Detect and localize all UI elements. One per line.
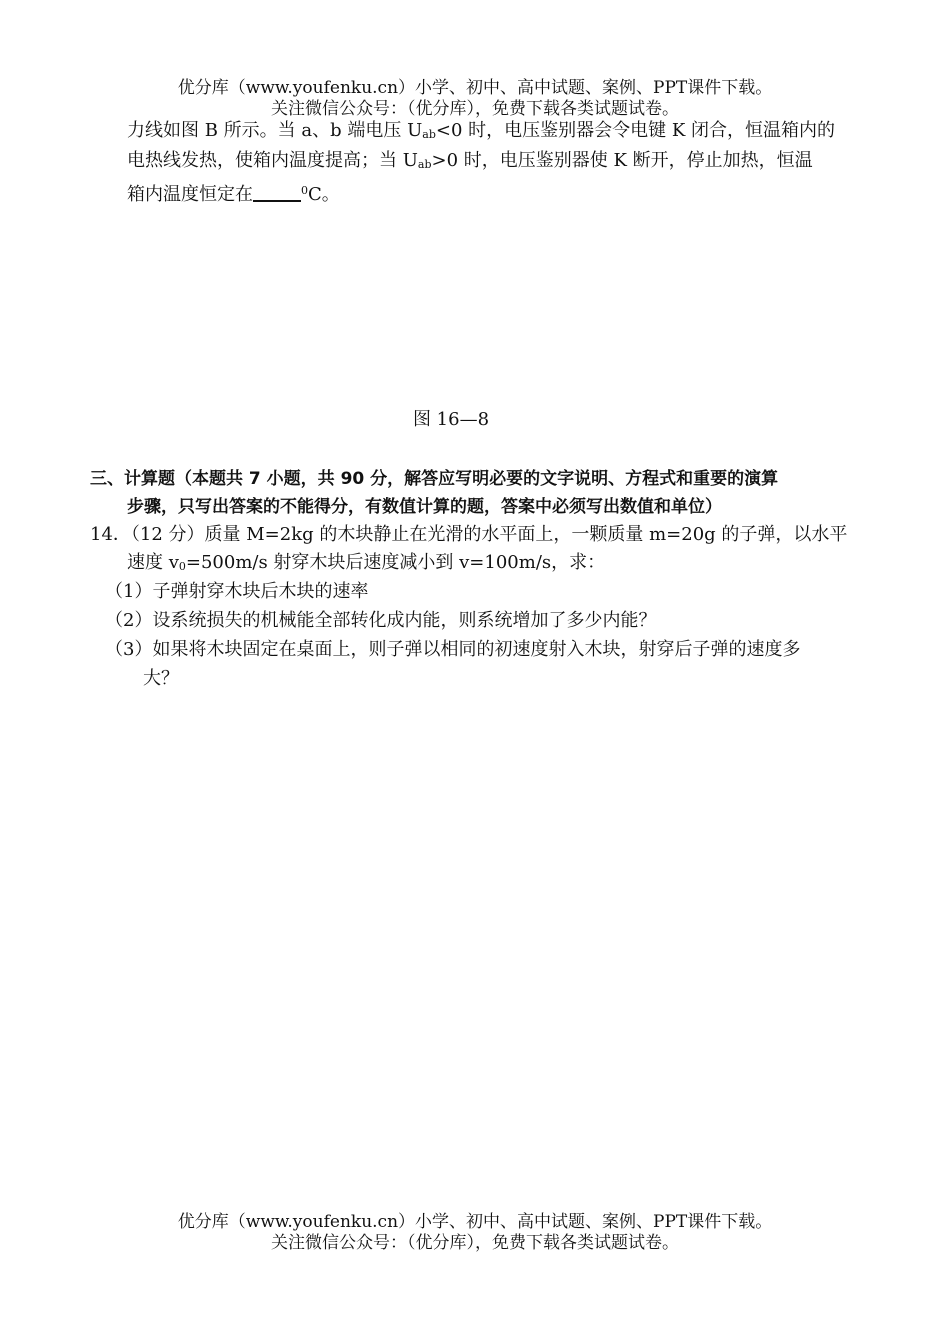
continuation-line-2 — [127, 146, 813, 180]
question-14-part3-line1: （3）如果将木块固定在桌面上，则子弹以相同的初速度射入木块，射穿后子弹的速度多 — [105, 639, 801, 660]
continuation-line-1 — [127, 116, 835, 150]
question-14-part1: （1）子弹射穿木块后木块的速率 — [105, 581, 369, 602]
section-heading-line1: 三、计算题（本题共 7 小题，共 90 分，解答应写明必要的文字说明、方程式和重要的演算 — [90, 469, 779, 489]
question-14-line1: 14．（12 分）质量 M=2kg 的木块静止在光滑的水平面上，一颗质量 m=20g 的子弹，以水平 — [90, 524, 848, 545]
question-14-part2: （2）设系统损失的机械能全部转化成内能，则系统增加了多少内能？ — [105, 610, 657, 631]
continuation-text: <0 时，电压鉴别器会令电键 K 闭合，恒温箱内的 — [435, 120, 836, 141]
answer-blank[interactable] — [253, 184, 301, 202]
subscript: 0 — [178, 560, 186, 573]
continuation-text: C。 — [308, 184, 340, 205]
page-header-line2: 关注微信公众号：（优分库），免费下载各类试题试卷。 — [271, 99, 679, 119]
superscript: 0 — [301, 184, 308, 197]
subscript: ab — [417, 158, 432, 171]
page-footer-line2: 关注微信公众号：（优分库），免费下载各类试题试卷。 — [271, 1233, 679, 1253]
question-14-part3-line2: 大？ — [143, 668, 179, 689]
page-header-line1: 优分库（www.youfenku.cn）小学、初中、高中试题、案例、PPT课件下载。 — [177, 78, 773, 98]
continuation-text: >0 时，电压鉴别器使 K 断开，停止加热，恒温 — [431, 150, 813, 171]
question-text: =500m/s 射穿木块后速度减小到 v=100m/s，求： — [185, 552, 606, 573]
section-heading-line2: 步骤，只写出答案的不能得分，有数值计算的题，答案中必须写出数值和单位） — [127, 497, 722, 517]
continuation-line-3 — [127, 176, 340, 210]
continuation-text: 箱内温度恒定在 — [127, 184, 253, 205]
figure-caption: 图 16—8 — [412, 409, 490, 430]
continuation-text: 力线如图 B 所示。当 a、b 端电压 U — [127, 120, 423, 141]
page-footer-line1: 优分库（www.youfenku.cn）小学、初中、高中试题、案例、PPT课件下载。 — [177, 1212, 773, 1232]
subscript: ab — [422, 128, 436, 141]
question-text: 速度 v — [127, 552, 179, 573]
continuation-text: 电热线发热，使箱内温度提高；当 U — [127, 150, 418, 171]
